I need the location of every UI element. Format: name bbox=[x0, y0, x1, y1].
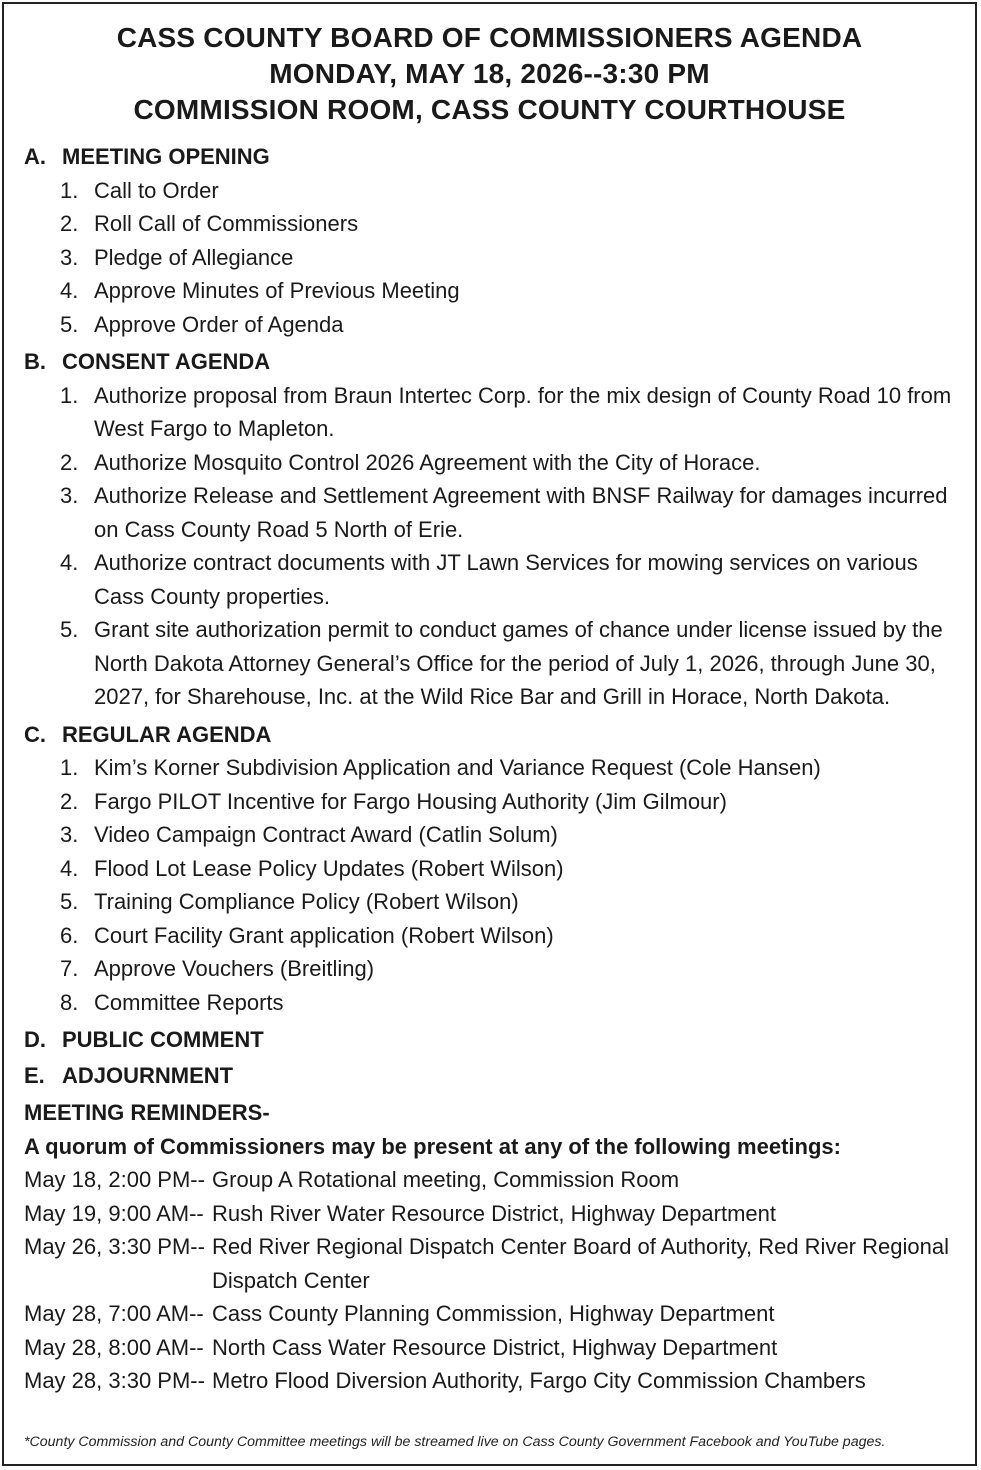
item-text: Call to Order bbox=[94, 177, 219, 203]
agenda-item bbox=[24, 919, 955, 953]
reminder-datetime: May 19, 9:00 AM-- bbox=[24, 1200, 204, 1226]
item-number: 5. bbox=[60, 889, 79, 914]
item-text: Roll Call of Commissioners bbox=[94, 211, 359, 236]
item-text: Authorize proposal from Braun Intertec Corp. for the mix design of County Road 10 from West Fargo to Mapleton. bbox=[94, 382, 952, 441]
agenda-body bbox=[24, 138, 955, 1398]
section-heading bbox=[24, 718, 955, 752]
item-number: 3. bbox=[60, 483, 79, 508]
agenda-item bbox=[24, 852, 955, 886]
agenda-item bbox=[24, 479, 955, 546]
item-number: 2. bbox=[60, 449, 79, 475]
agenda-item bbox=[24, 174, 955, 208]
section-letter: C. bbox=[24, 721, 46, 747]
agenda-item bbox=[24, 241, 955, 275]
title-line-location: COMMISSION ROOM, CASS COUNTY COURTHOUSE bbox=[133, 94, 846, 125]
item-text: Authorize contract documents with JT Lawn Services for mowing services on various Cass County properties. bbox=[94, 550, 918, 609]
section-title: REGULAR AGENDA bbox=[62, 721, 272, 747]
reminder-datetime: May 26, 3:30 PM-- bbox=[24, 1234, 205, 1259]
agenda-item bbox=[24, 207, 955, 241]
reminder-description: North Cass Water Resource District, Highway Department bbox=[212, 1334, 778, 1360]
section-title: PUBLIC COMMENT bbox=[62, 1027, 264, 1052]
agenda-item bbox=[24, 785, 955, 819]
reminder-entry bbox=[24, 1364, 955, 1398]
item-text: Authorize Mosquito Control 2026 Agreement with the City of Horace. bbox=[94, 449, 761, 475]
agenda-item bbox=[24, 613, 955, 714]
section-letter: A. bbox=[24, 144, 46, 169]
section-heading bbox=[24, 345, 955, 379]
item-text: Video Campaign Contract Award (Catlin Solum) bbox=[94, 822, 558, 847]
agenda-item bbox=[24, 379, 955, 446]
section-title: CONSENT AGENDA bbox=[62, 349, 271, 374]
item-number: 5. bbox=[60, 311, 79, 337]
section-heading bbox=[24, 1023, 955, 1057]
item-number: 3. bbox=[60, 822, 79, 847]
item-text: Approve Vouchers (Breitling) bbox=[94, 956, 375, 981]
section-items bbox=[24, 379, 955, 714]
reminders-list bbox=[24, 1163, 955, 1398]
section-letter: B. bbox=[24, 349, 46, 374]
reminder-description: Rush River Water Resource District, Highway Department bbox=[212, 1200, 777, 1226]
item-text: Kim’s Korner Subdivision Application and Variance Request (Cole Hansen) bbox=[94, 755, 821, 780]
footnote bbox=[24, 1434, 955, 1450]
reminders-subheading: A quorum of Commissioners may be present at any of the following meetings: bbox=[24, 1133, 841, 1159]
reminder-entry bbox=[24, 1297, 955, 1331]
reminder-entry bbox=[24, 1331, 955, 1365]
reminder-datetime: May 18, 2:00 PM-- bbox=[24, 1167, 205, 1192]
item-number: 1. bbox=[60, 177, 79, 203]
item-text: Fargo PILOT Incentive for Fargo Housing Authority (Jim Gilmour) bbox=[94, 788, 727, 814]
reminder-datetime: May 28, 7:00 AM-- bbox=[24, 1301, 204, 1326]
section-title: MEETING OPENING bbox=[62, 144, 270, 169]
section-heading bbox=[24, 1059, 955, 1093]
item-number: 7. bbox=[60, 956, 79, 981]
title-line-date: MONDAY, MAY 18, 2026--3:30 PM bbox=[269, 58, 710, 89]
item-number: 2. bbox=[60, 788, 79, 814]
agenda-page bbox=[2, 2, 977, 1466]
item-number: 8. bbox=[60, 989, 79, 1015]
reminder-description: Red River Regional Dispatch Center Board of Authority, Red River Regional Dispatch Center bbox=[212, 1234, 949, 1293]
agenda-item bbox=[24, 952, 955, 986]
item-number: 2. bbox=[60, 211, 79, 236]
reminder-description: Group A Rotational meeting, Commission Room bbox=[212, 1167, 680, 1192]
item-text: Pledge of Allegiance bbox=[94, 244, 294, 270]
section-items bbox=[24, 751, 955, 1019]
item-number: 5. bbox=[60, 617, 79, 642]
item-number: 3. bbox=[60, 244, 79, 270]
item-text: Committee Reports bbox=[94, 989, 284, 1015]
title-line-board: CASS COUNTY BOARD OF COMMISSIONERS AGENDA bbox=[116, 22, 863, 53]
reminder-entry bbox=[24, 1197, 955, 1231]
reminders-heading: MEETING REMINDERS- bbox=[24, 1100, 270, 1125]
item-text: Grant site authorization permit to conduct games of chance under license issued by the North Dakota Attorney General’s Office for the period of July 1, 2026, through June 30, 2027, for Sharehouse, Inc. at the Wild Rice Bar and Grill in Horace, North Dakota. bbox=[94, 617, 943, 709]
item-number: 1. bbox=[60, 755, 79, 780]
agenda-item bbox=[24, 308, 955, 342]
item-text: Court Facility Grant application (Robert Wilson) bbox=[94, 922, 554, 948]
agenda-item bbox=[24, 986, 955, 1020]
agenda-item bbox=[24, 446, 955, 480]
agenda-item bbox=[24, 274, 955, 308]
reminder-description: Cass County Planning Commission, Highway Department bbox=[212, 1301, 775, 1326]
section-title: ADJOURNMENT bbox=[62, 1062, 234, 1088]
section-heading bbox=[24, 140, 955, 174]
item-number: 1. bbox=[60, 382, 79, 408]
reminder-entry bbox=[24, 1230, 955, 1297]
agenda-sections bbox=[24, 140, 955, 1092]
agenda-item bbox=[24, 885, 955, 919]
item-number: 4. bbox=[60, 278, 79, 303]
item-text: Training Compliance Policy (Robert Wilson) bbox=[94, 889, 519, 914]
agenda-item bbox=[24, 818, 955, 852]
item-text: Approve Minutes of Previous Meeting bbox=[94, 278, 460, 303]
section-letter: E. bbox=[24, 1062, 45, 1088]
agenda-title bbox=[4, 20, 975, 128]
item-text: Flood Lot Lease Policy Updates (Robert Wilson) bbox=[94, 855, 564, 881]
item-text: Authorize Release and Settlement Agreement with BNSF Railway for damages incurred on Cass County Road 5 North of Erie. bbox=[94, 483, 948, 542]
item-number: 4. bbox=[60, 550, 79, 575]
reminder-datetime: May 28, 3:30 PM-- bbox=[24, 1368, 205, 1393]
section-items bbox=[24, 174, 955, 342]
footnote-text: *County Commission and County Committee meetings will be streamed live on Cass County Government Facebook and YouTube pages. bbox=[24, 1434, 886, 1450]
section-letter: D. bbox=[24, 1027, 46, 1052]
item-text: Approve Order of Agenda bbox=[94, 311, 344, 337]
meeting-reminders bbox=[24, 1096, 955, 1398]
agenda-item bbox=[24, 751, 955, 785]
reminder-description: Metro Flood Diversion Authority, Fargo City Commission Chambers bbox=[212, 1368, 866, 1393]
reminder-entry bbox=[24, 1163, 955, 1197]
agenda-item bbox=[24, 546, 955, 613]
reminder-datetime: May 28, 8:00 AM-- bbox=[24, 1334, 204, 1360]
item-number: 4. bbox=[60, 855, 79, 881]
item-number: 6. bbox=[60, 922, 79, 948]
